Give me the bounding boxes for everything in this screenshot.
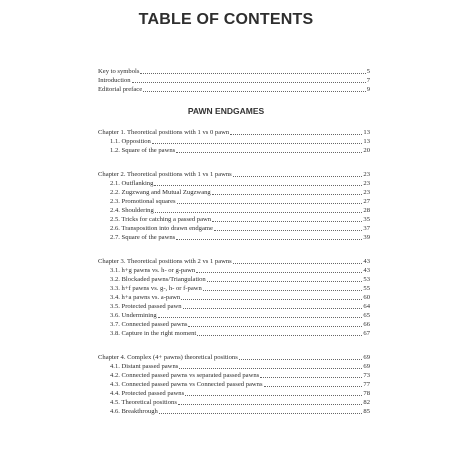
toc-page-number: 60 — [363, 294, 370, 301]
dot-leader — [132, 82, 366, 83]
toc-page-number: 13 — [363, 129, 370, 136]
toc-subentry[interactable] — [110, 215, 370, 224]
toc-page-number: 43 — [363, 267, 370, 274]
toc-page-number: 65 — [363, 312, 370, 319]
toc-subentry[interactable] — [110, 206, 370, 215]
toc-subentry[interactable] — [110, 293, 370, 302]
toc-entry[interactable] — [98, 128, 370, 137]
toc-entry[interactable] — [98, 170, 370, 179]
toc-page-number: 69 — [363, 363, 370, 370]
dot-leader — [264, 386, 363, 387]
toc-subentry[interactable] — [110, 266, 370, 275]
toc-entry-title: 3.1. h+g pawns vs. h- or g-pawn — [110, 267, 196, 274]
toc-subentry[interactable] — [110, 224, 370, 233]
toc-entry-title: 2.3. Promotional squares — [110, 198, 176, 205]
toc-entry-title: 3.4. h+a pawns vs. a-pawn — [110, 294, 181, 301]
dot-leader — [154, 185, 362, 186]
toc-entry-title: 2.2. Zugzwang and Mutual Zugzwang — [110, 189, 211, 196]
toc-page-number: 39 — [363, 234, 370, 241]
toc-subentry[interactable] — [110, 284, 370, 293]
toc-page-number: 66 — [363, 321, 370, 328]
toc-entry-title: Editorial preface — [98, 86, 143, 93]
toc-subentry[interactable] — [110, 407, 370, 416]
toc-page-number: 23 — [363, 171, 370, 178]
toc-entry[interactable] — [98, 76, 370, 85]
toc-subentry[interactable] — [110, 311, 370, 320]
toc-page-number: 35 — [363, 216, 370, 223]
dot-leader — [233, 263, 363, 264]
dot-leader — [178, 404, 363, 405]
toc-page-number: 28 — [363, 207, 370, 214]
toc-entry-title: 4.1. Distant passed pawns — [110, 363, 179, 370]
dot-leader — [188, 326, 362, 327]
dot-leader — [155, 212, 363, 213]
dot-leader — [176, 239, 362, 240]
dot-leader — [185, 395, 362, 396]
toc-page-number: 13 — [363, 138, 370, 145]
toc-entry[interactable] — [98, 257, 370, 266]
toc-entry-title: Chapter 3. Theoretical positions with 2 vs 1 pawns — [98, 258, 232, 265]
dot-leader — [196, 272, 362, 273]
toc-subentry[interactable] — [110, 137, 370, 146]
dot-leader — [230, 134, 362, 135]
toc-subentry[interactable] — [110, 179, 370, 188]
dot-leader — [197, 335, 362, 336]
dot-leader — [159, 413, 363, 414]
dot-leader — [260, 377, 362, 378]
dot-leader — [143, 91, 366, 92]
toc-entry-title: 3.3. h+f pawns vs. g-, h- or f-pawn — [110, 285, 202, 292]
dot-leader — [179, 368, 362, 369]
toc-page-number: 64 — [363, 303, 370, 310]
toc-entry[interactable] — [98, 353, 370, 362]
toc-subentry[interactable] — [110, 371, 370, 380]
toc-subentry[interactable] — [110, 197, 370, 206]
toc-subentry[interactable] — [110, 188, 370, 197]
toc-entry-title: 4.4. Protected passed pawns — [110, 390, 185, 397]
toc-page-number: 77 — [363, 381, 370, 388]
toc-subentry[interactable] — [110, 380, 370, 389]
toc-subentry[interactable] — [110, 302, 370, 311]
dot-leader — [140, 73, 365, 74]
toc-page-number: 85 — [363, 408, 370, 415]
toc-entry-title: 3.8. Capture in the right moment — [110, 330, 197, 337]
toc-page-number: 37 — [363, 225, 370, 232]
toc-subentry[interactable] — [110, 320, 370, 329]
page-title: TABLE OF CONTENTS — [138, 11, 314, 28]
toc-entry-title: Chapter 1. Theoretical positions with 1 vs 0 pawn — [98, 129, 230, 136]
toc-page-number: 78 — [363, 390, 370, 397]
section-heading: PAWN ENDGAMES — [187, 106, 265, 116]
toc-entry-title: 2.7. Square of the pawns — [110, 234, 176, 241]
dot-leader — [239, 359, 363, 360]
toc-page-number: 23 — [363, 180, 370, 187]
dot-leader — [212, 194, 363, 195]
toc-entry-title: 2.4. Shouldering — [110, 207, 154, 214]
toc-entry-title: 1.1. Opposition — [110, 138, 151, 145]
toc-entry-title: 2.5. Tricks for catching a passed pawn — [110, 216, 212, 223]
toc-page-number: 9 — [366, 86, 370, 93]
toc-subentry[interactable] — [110, 275, 370, 284]
toc-entry-title: 3.5. Protected passed pawn — [110, 303, 182, 310]
toc-entry-title: 2.1. Outflanking — [110, 180, 154, 187]
toc-subentry[interactable] — [110, 389, 370, 398]
toc-subentry[interactable] — [110, 329, 370, 338]
dot-leader — [203, 290, 363, 291]
toc-page-number: 7 — [366, 77, 370, 84]
toc-subentry[interactable] — [110, 362, 370, 371]
dot-leader — [183, 308, 363, 309]
toc-entry-title: 3.2. Blockaded pawns/Triangulation — [110, 276, 206, 283]
toc-entry-title: 3.6. Undermining — [110, 312, 157, 319]
dot-leader — [233, 176, 363, 177]
toc-entry-title: Key to symbols — [98, 68, 140, 75]
toc-entry-title: Chapter 2. Theoretical positions with 1 vs 1 pawns — [98, 171, 232, 178]
dot-leader — [212, 221, 362, 222]
toc-page-number: 67 — [363, 330, 370, 337]
toc-page-number: 27 — [363, 198, 370, 205]
toc-entry-title: 4.2. Connected passed pawns vs separated passed pawns — [110, 372, 260, 379]
toc-page-number: 73 — [363, 372, 370, 379]
dot-leader — [181, 299, 362, 300]
toc-entry-title: 4.5. Theoretical positions — [110, 399, 177, 406]
toc-page-number: 20 — [363, 147, 370, 154]
toc-subentry[interactable] — [110, 233, 370, 242]
toc-page-number: 23 — [363, 189, 370, 196]
dot-leader — [177, 203, 363, 204]
toc-entry-title: Chapter 4. Complex (4+ pawns) theoretical positions — [98, 354, 238, 361]
toc-page-number: 69 — [363, 354, 370, 361]
toc-subentry[interactable] — [110, 146, 370, 155]
toc-entry-title: 4.6. Breakthrough — [110, 408, 158, 415]
toc-page-number: 55 — [363, 285, 370, 292]
toc-entry[interactable] — [98, 67, 370, 76]
toc-subentry[interactable] — [110, 398, 370, 407]
dot-leader — [207, 281, 363, 282]
toc-page-number: 53 — [363, 276, 370, 283]
toc-entry[interactable] — [98, 85, 370, 94]
toc-page-number: 43 — [363, 258, 370, 265]
toc-entry-title: 3.7. Connected passed pawns — [110, 321, 188, 328]
toc-entry-title: 4.3. Connected passed pawns vs Connected passed pawns — [110, 381, 263, 388]
toc-page-number: 82 — [363, 399, 370, 406]
toc-entry-title: Introduction — [98, 77, 131, 84]
dot-leader — [158, 317, 363, 318]
dot-leader — [152, 143, 363, 144]
dot-leader — [214, 230, 362, 231]
toc-entry-title: 2.6. Transposition into drawn endgame — [110, 225, 213, 232]
toc-page-number: 5 — [366, 68, 370, 75]
dot-leader — [176, 152, 362, 153]
toc-entry-title: 1.2. Square of the pawns — [110, 147, 176, 154]
